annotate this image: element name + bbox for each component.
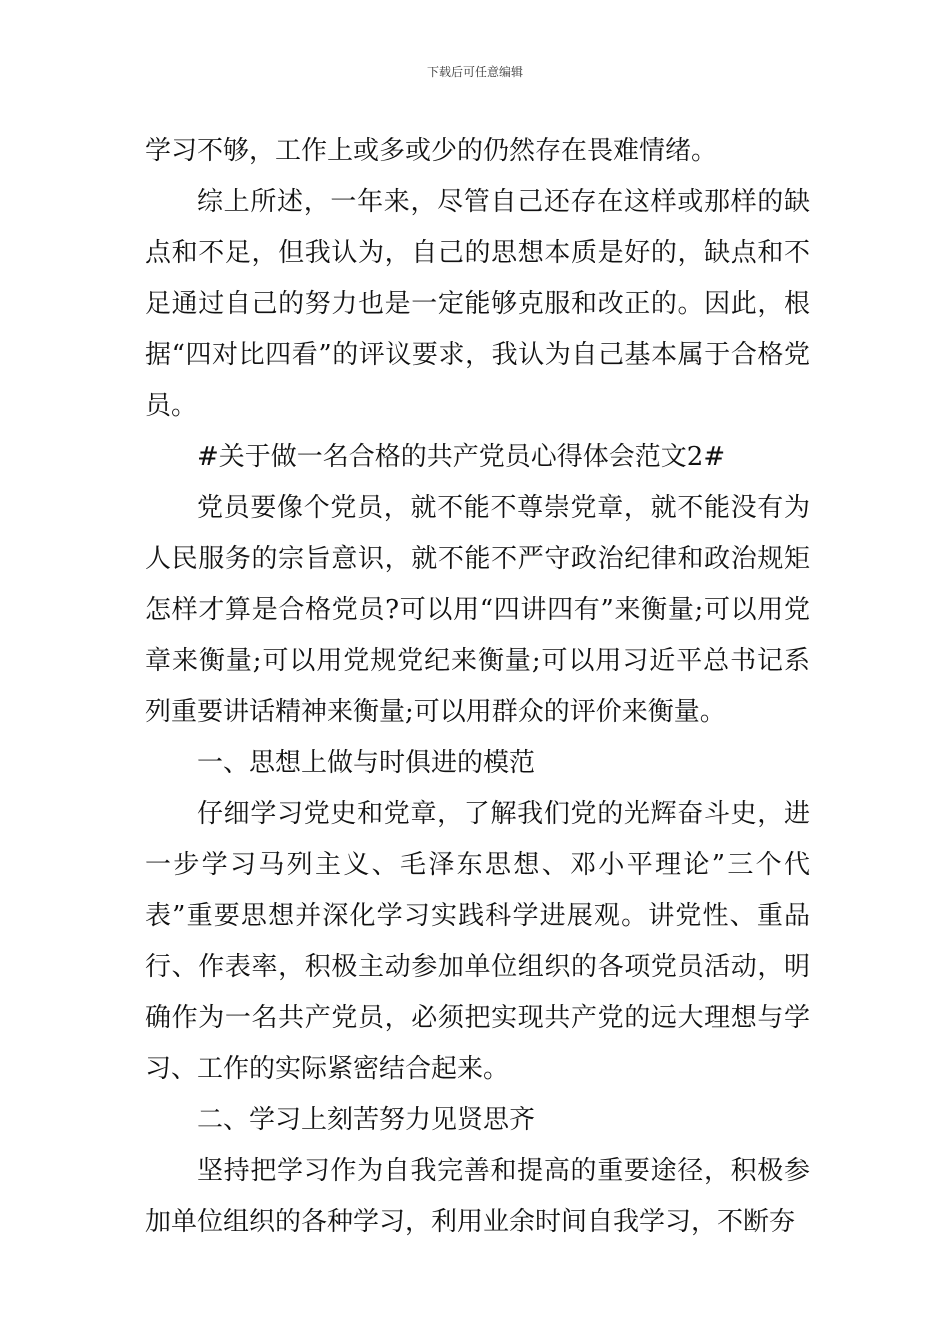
page-header: 下载后可任意编辑	[426, 65, 523, 79]
paragraph-study: 坚持把学习作为自我完善和提高的重要途径，积极参加单位组织的各种学习，利用业余时间自我学习，不断夯	[145, 1156, 810, 1237]
heading-one: 一、思想上做与时俱进的模范	[197, 748, 536, 778]
section-title: #关于做一名合格的共产党员心得体会范文2#	[197, 442, 726, 472]
paragraph-thought: 仔细学习党史和党章，了解我们党的光辉奋斗史，进一步学习马列主义、毛泽东思想、邓小平理论”三个代表”重要思想并深化学习实践科学进展观。讲党性、重品行、作表率，积极主动参加单位组织的各项党员活动，明确作为一名共产党员，必须把实现共产党的远大理想与学习、工作的实际紧密结合起来。	[145, 799, 810, 1084]
heading-two: 二、学习上刻苦努力见贤思齐	[197, 1105, 536, 1135]
paragraph-continuation: 学习不够，工作上或多或少的仍然存在畏难情绪。	[145, 136, 718, 166]
paragraph-summary: 综上所述，一年来，尽管自己还存在这样或那样的缺点和不足，但我认为，自己的思想本质是好的，缺点和不足通过自己的努力也是一定能够克服和改正的。因此，根据“四对比四看”的评议要求，我认为自己基本属于合格党员。	[145, 187, 810, 421]
document-body	[145, 126, 810, 1248]
paragraph-intro: 党员要像个党员，就不能不尊崇党章，就不能没有为人民服务的宗旨意识，就不能不严守政治纪律和政治规矩怎样才算是合格党员?可以用“四讲四有”来衡量;可以用党章来衡量;可以用党规党纪来衡量;可以用习近平总书记系列重要讲话精神来衡量;可以用群众的评价来衡量。	[145, 493, 810, 727]
